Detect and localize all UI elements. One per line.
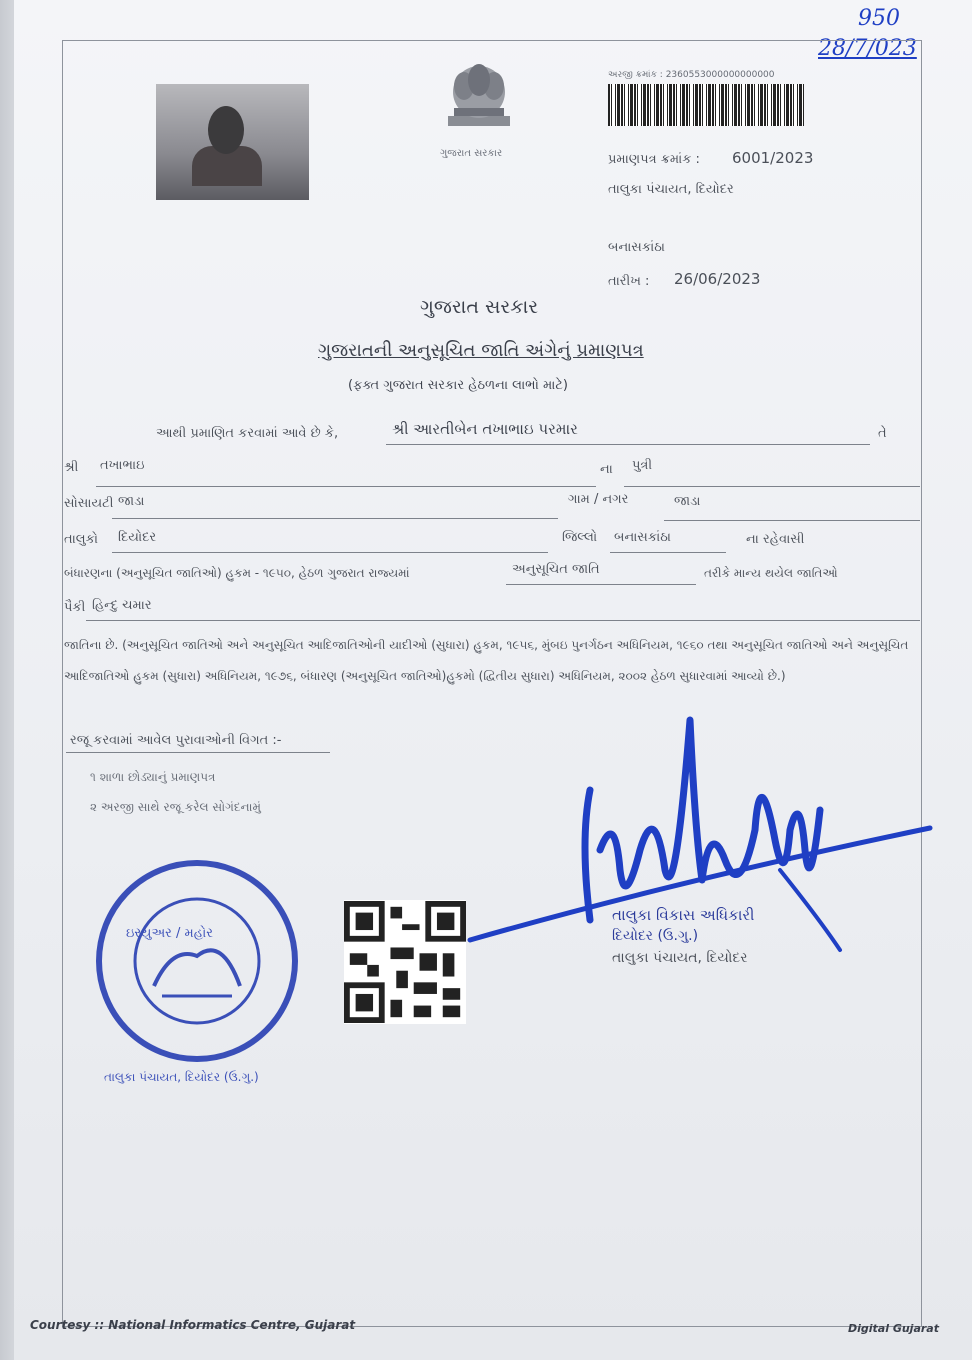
signatory-office: તાલુકા પંચાયત, દિયોદર [612,950,748,966]
district: બનાસકાંઠા [614,530,671,545]
caste-label: પૈકી [64,600,86,615]
resident-text: ના રહેવાસી [746,532,805,547]
seal-outer-text: તાલુકા પંચાયત, દિયોદર (ઉ.ગુ.) [104,1070,259,1084]
signatory-place: દિયોદર (ઉ.ગુ.) [612,928,699,944]
handwritten-number: 950 [858,6,900,31]
legal-paragraph: જાતિના છે. (અનુસૂચિત જાતિઓ અને અનુસૂચિત આદિજાતિઓની યાદીઓ (સુધારા) હુકમ, ૧૯૫૬, મુંબઇ પુનર્ગઠન અધિનિયમ, ૧૯૬૦ તથા અનુસૂચિત જાતિઓ અને અનુસૂચિત આદિજાતિઓ હુકમ (સુધારા) અધિનિયમ, ૧૯૭૬, બંધારણ (અનુસૂચિત જાતિઓ)હુકમો (દ્વિતીય સુધારા) અધિનિયમ, ૨૦૦૨ હેઠળ સુધારવામાં આવ્યો છે.) [64,638,909,683]
district-header: બનાસકાંઠા [608,240,665,255]
applicant-name: શ્રી આરતીબેન તખાભાઇ પરમાર [392,420,578,438]
document-item-2: ૨ અરજી સાથે રજૂ કરેલ સોગંદનામું [90,800,261,814]
caste-category: અનુસૂચિત જાતિ [512,562,600,577]
society-label: સોસાયટી [64,496,114,511]
district-label: જિલ્લો [562,530,598,545]
relation: પુત્રી [632,458,653,473]
certificate-number: 6001/2023 [732,149,814,167]
barcode [608,84,804,126]
father-label: શ્રી [64,460,79,475]
village: જાડા [674,494,701,509]
footer-courtesy: Courtesy :: National Informatics Centre, Gujarat [30,1318,356,1332]
national-emblem-icon [434,56,524,142]
signature-text [0,0,3,1]
seal-inner-text: ઇસ્યુઅર / મહોર [126,926,213,941]
certificate-title: ગુજરાતની અનુસૂચિત જાતિ અંગેનું પ્રમાણપત્ર [318,340,644,361]
issuing-office: તાલુકા પંચાયત, દિયોદર [608,182,734,197]
footer-digital-gujarat: Digital Gujarat [848,1322,939,1335]
caste-name: હિન્દુ ચમાર [92,598,152,613]
official-seal-stamp [92,856,302,1066]
na-text: ના [600,462,613,477]
te-text: તે [878,426,887,441]
document-item-1: ૧ શાળા છોડ્યાનું પ્રમાણપત્ર [90,770,216,784]
recognised-text: તરીકે માન્ય થયેલ જાતિઓ [704,566,838,580]
handwritten-date: 28/7/023 [818,36,917,61]
order-text: બંધારણના (અનુસૂચિત જાતિઓ) હુકમ - ૧૯૫૦, હેઠળ ગુજરાત રાજ્યમાં [64,566,410,580]
issue-date: 26/06/2023 [674,270,761,288]
certificate-subtitle: (ફક્ત ગુજરાત સરકાર હેઠળના લાભો માટે) [348,378,568,393]
documents-heading: રજૂ કરવામાં આવેલ પુરાવાઓની વિગત :- [70,733,282,748]
village-label: ગામ / નગર [568,492,629,507]
society: જાડા [118,494,145,509]
date-label: તારીખ : [608,274,650,289]
taluka-label: તાલુકો [64,532,99,547]
emblem-caption: ગુજરાત સરકાર [440,148,503,159]
signatory-designation: તાલુકા વિકાસ અધિકારી [612,906,755,924]
applicant-photo [156,84,309,200]
certify-prefix: આથી પ્રમાણિત કરવામાં આવે છે કે, [156,426,339,441]
certificate-number-label: પ્રમાણપત્ર ક્રમાંક : [608,152,700,167]
govt-title: ગુજરાત સરકાર [420,296,539,318]
application-number: અરજી ક્રમાંક : 2360553000000000000 [608,70,775,80]
taluka: દિયોદર [118,530,157,545]
father-name: તખાભાઇ [100,458,145,473]
